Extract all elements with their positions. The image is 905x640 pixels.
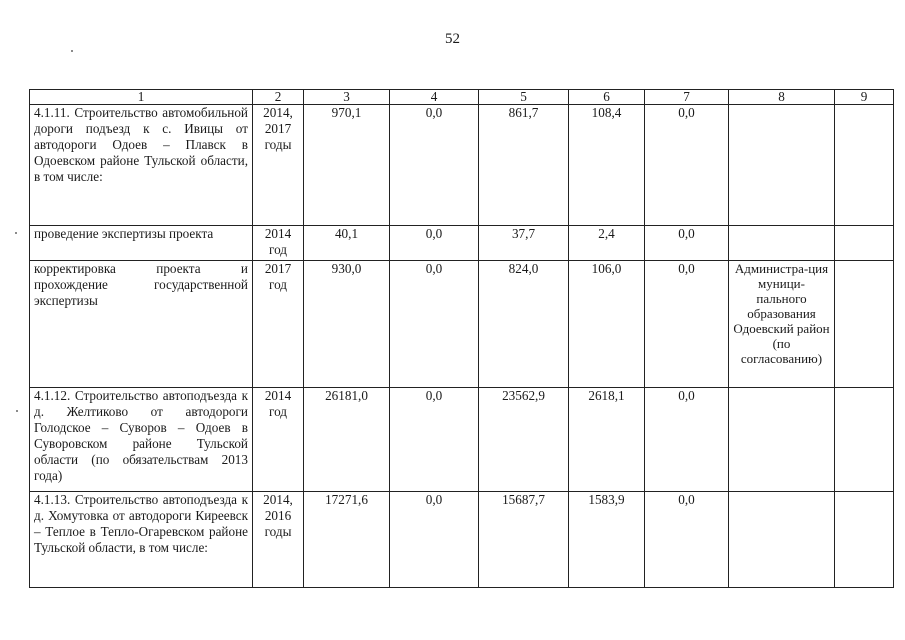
value-col6: 2,4: [569, 226, 645, 261]
table-row: [30, 492, 894, 588]
page-number: 52: [445, 31, 460, 47]
value-col4: 0,0: [390, 261, 479, 388]
value-col7: 0,0: [645, 105, 729, 226]
value-col5: 15687,7: [479, 492, 569, 588]
value-col5: 824,0: [479, 261, 569, 388]
value-total: 930,0: [304, 261, 390, 388]
value-col6: 106,0: [569, 261, 645, 388]
item-years: 2014 год: [253, 226, 304, 261]
value-col6: 108,4: [569, 105, 645, 226]
value-total: 40,1: [304, 226, 390, 261]
value-col7: 0,0: [645, 261, 729, 388]
header-cell: 2: [253, 90, 304, 105]
note-cell: [835, 105, 894, 226]
header-cell: 7: [645, 90, 729, 105]
executor-cell: Администра-ция муници-пального образования Одоевский район (по согласованию): [729, 261, 835, 388]
note-cell: [835, 261, 894, 388]
item-name: 4.1.11. Строительство автомобильной дороги подъезд к с. Ивицы от автодороги Одоев – Плавск в Одоевском районе Тульской области, в том числе:: [30, 105, 253, 226]
value-col4: 0,0: [390, 226, 479, 261]
program-table: [29, 89, 894, 588]
executor-cell: [729, 388, 835, 492]
value-col6: 1583,9: [569, 492, 645, 588]
value-col7: 0,0: [645, 492, 729, 588]
value-total: 17271,6: [304, 492, 390, 588]
item-name: корректировка проекта и прохождение государственной экспертизы: [30, 261, 253, 388]
note-cell: [835, 388, 894, 492]
value-total: 26181,0: [304, 388, 390, 492]
item-name: 4.1.12. Строительство автоподъезда к д. Желтиково от автодороги Голодское – Суворов – Одоев в Суворовском районе Тульской области (по обязательствам 2013 года): [30, 388, 253, 492]
value-col7: 0,0: [645, 388, 729, 492]
item-years: 2014, 2017 годы: [253, 105, 304, 226]
table-row: [30, 388, 894, 492]
header-cell: 4: [390, 90, 479, 105]
item-years: 2014 год: [253, 388, 304, 492]
value-col4: 0,0: [390, 105, 479, 226]
value-col7: 0,0: [645, 226, 729, 261]
table-row: [30, 261, 894, 388]
executor-cell: [729, 226, 835, 261]
value-col5: 23562,9: [479, 388, 569, 492]
value-total: 970,1: [304, 105, 390, 226]
scan-speck: [15, 232, 17, 234]
note-cell: [835, 226, 894, 261]
value-col5: 37,7: [479, 226, 569, 261]
note-cell: [835, 492, 894, 588]
header-cell: 5: [479, 90, 569, 105]
table-row: [30, 105, 894, 226]
value-col6: 2618,1: [569, 388, 645, 492]
header-cell: 1: [30, 90, 253, 105]
item-name: 4.1.13. Строительство автоподъезда к д. Хомутовка от автодороги Киреевск – Теплое в Тепло-Огаревском районе Тульской области, в том числе:: [30, 492, 253, 588]
header-cell: 9: [835, 90, 894, 105]
value-col4: 0,0: [390, 492, 479, 588]
value-col5: 861,7: [479, 105, 569, 226]
table-row: [30, 226, 894, 261]
header-row: [30, 90, 894, 105]
value-col4: 0,0: [390, 388, 479, 492]
scan-speck: [16, 410, 18, 412]
header-cell: 8: [729, 90, 835, 105]
header-cell: 6: [569, 90, 645, 105]
item-name: проведение экспертизы проекта: [30, 226, 253, 261]
item-years: 2014, 2016 годы: [253, 492, 304, 588]
executor-cell: [729, 105, 835, 226]
scan-speck: [71, 50, 73, 52]
header-cell: 3: [304, 90, 390, 105]
item-years: 2017 год: [253, 261, 304, 388]
executor-cell: [729, 492, 835, 588]
